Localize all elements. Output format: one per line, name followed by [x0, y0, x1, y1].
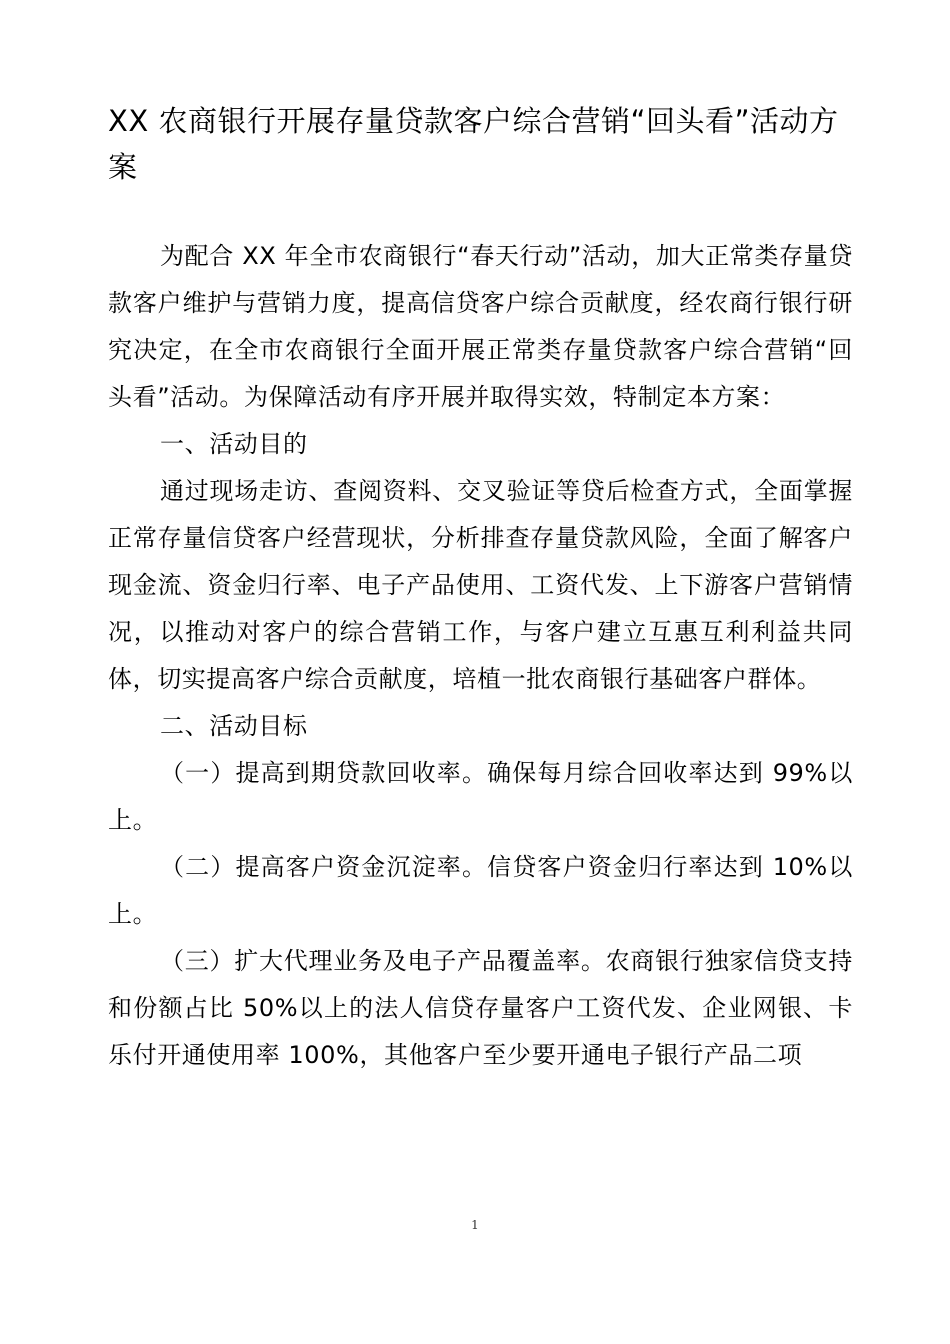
purpose-paragraph: 通过现场走访、查阅资料、交叉验证等贷后检查方式，全面掌握正常存量信贷客户经营现状，分析排查存量贷款风险，全面了解客户现金流、资金归行率、电子产品使用、工资代发、上下游客户营销情况，以推动对客户的综合营销工作，与客户建立互惠互利利益共同体，切实提高客户综合贡献度，培植一批农商银行基础客户群体。 — [108, 477, 853, 693]
section-heading-goals: 二、活动目标 — [160, 712, 308, 740]
goal-item-1: （一）提高到期贷款回收率。确保每月综合回收率达到 99%以上。 — [108, 759, 853, 834]
document-body — [108, 233, 853, 1079]
intro-paragraph: 为配合 XX 年全市农商银行“春天行动”活动，加大正常类存量贷款客户维护与营销力度，提高信贷客户综合贡献度，经农商行银行研究决定，在全市农商银行全面开展正常类存量贷款客户综合营销“回头看”活动。为保障活动有序开展并取得实效，特制定本方案： — [108, 242, 853, 411]
page-number: 1 — [471, 1218, 479, 1232]
goal-item-3: （三）扩大代理业务及电子产品覆盖率。农商银行独家信贷支持和份额占比 50%以上的法人信贷存量客户工资代发、企业网银、卡乐付开通使用率 100%，其他客户至少要开通电子银行产品二项 — [108, 947, 853, 1069]
section-heading-purpose: 一、活动目的 — [160, 430, 308, 458]
goal-item-2: （二）提高客户资金沉淀率。信贷客户资金归行率达到 10%以上。 — [108, 853, 853, 928]
document-title: XX 农商银行开展存量贷款客户综合营销“回头看”活动方案 — [108, 104, 839, 184]
